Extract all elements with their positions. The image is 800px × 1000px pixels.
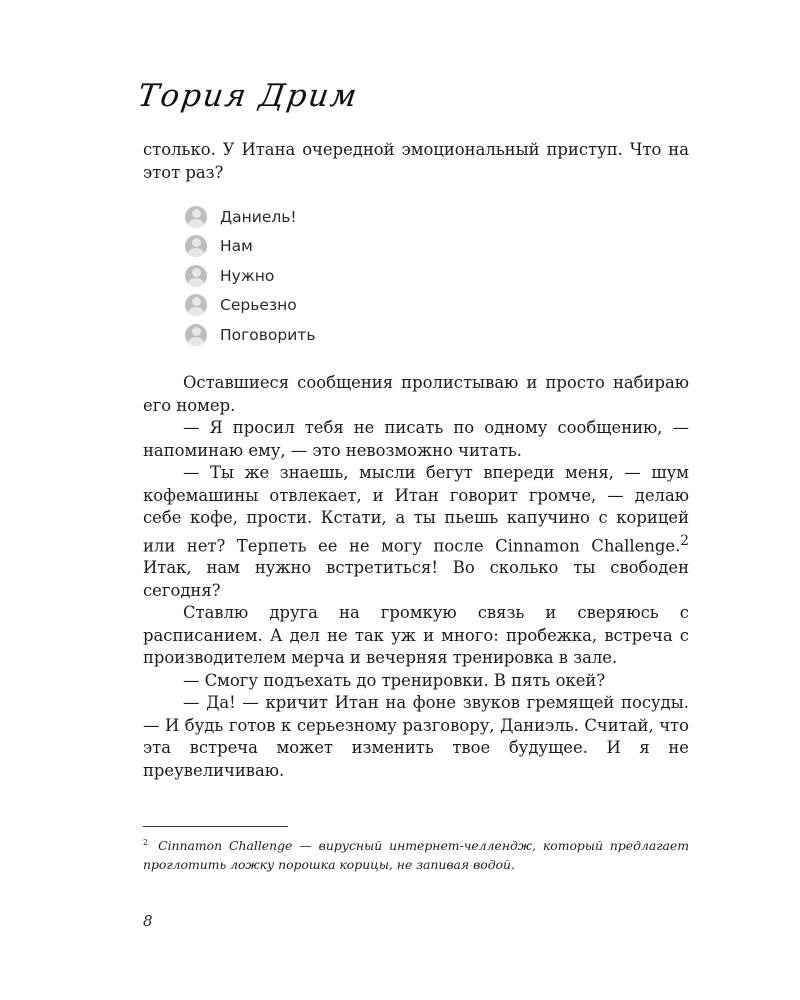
user-avatar-icon (185, 206, 207, 228)
chat-message-text: Даниель! (220, 207, 297, 226)
user-avatar-icon (185, 324, 207, 346)
intro-text: столько. У Итана очередной эмоциональный приступ. Что на этот раз? (143, 140, 689, 182)
chat-message-text: Нужно (220, 266, 275, 285)
running-head-author: Тория Дрим (135, 78, 361, 114)
footnote-reference[interactable]: 2 (680, 532, 689, 549)
chat-message (185, 202, 315, 232)
paragraph: — Смогу подъехать до тренировки. В пять окей? (183, 670, 606, 690)
intro-paragraph (143, 139, 689, 184)
chat-message-text: Поговорить (220, 325, 316, 344)
footnote-text: Cinnamon Challenge — вирусный интернет-челлендж, который предлагает проглотить ложку порошка корицы, не запивая водой. (143, 838, 689, 873)
main-text (143, 372, 689, 782)
paragraph: Оставшиеся сообщения пролистываю и просто набираю его номер. (143, 373, 689, 415)
chat-message-text: Нам (220, 237, 253, 256)
footnote-divider (143, 826, 288, 827)
chat-message-list (185, 202, 315, 350)
paragraph: Ставлю друга на громкую связь и сверяюсь с расписанием. А дел не так уж и много: пробежка, встреча с производителем мерча и вечерняя тренировка в зале. (143, 603, 689, 668)
chat-message (185, 261, 315, 291)
paragraph: — Я просил тебя не писать по одному сообщению, — напоминаю ему, — это невозможно читать. (143, 418, 689, 460)
paragraph (143, 462, 689, 602)
user-avatar-icon (185, 294, 207, 316)
footnote (143, 833, 689, 874)
chat-message (185, 232, 315, 262)
paragraph: — Да! — кричит Итан на фоне звуков гремящей посуды. — И будь готов к серьезному разговору, Даниэль. Считай, что эта встреча может изменить твое будущее. И я не преувеличиваю. (143, 693, 689, 780)
footnote-marker: 2 (143, 838, 149, 847)
paragraph-text: — Ты же знаешь, мысли бегут впереди меня, — шум кофемашины отвлекает, и Итан говорит громче, — делаю себе кофе, прости. Кстати, а ты пьешь капучино с корицей или нет? Терпеть ее не могу после Cinnamon Challenge. (143, 463, 689, 555)
user-avatar-icon (185, 265, 207, 287)
chat-message (185, 320, 315, 350)
chat-message (185, 291, 315, 321)
page-number: 8 (143, 912, 153, 930)
chat-message-text: Серьезно (220, 296, 297, 315)
paragraph-text: Итак, нам нужно встретиться! Во сколько ты свободен сегодня? (143, 558, 689, 600)
user-avatar-icon (185, 235, 207, 257)
